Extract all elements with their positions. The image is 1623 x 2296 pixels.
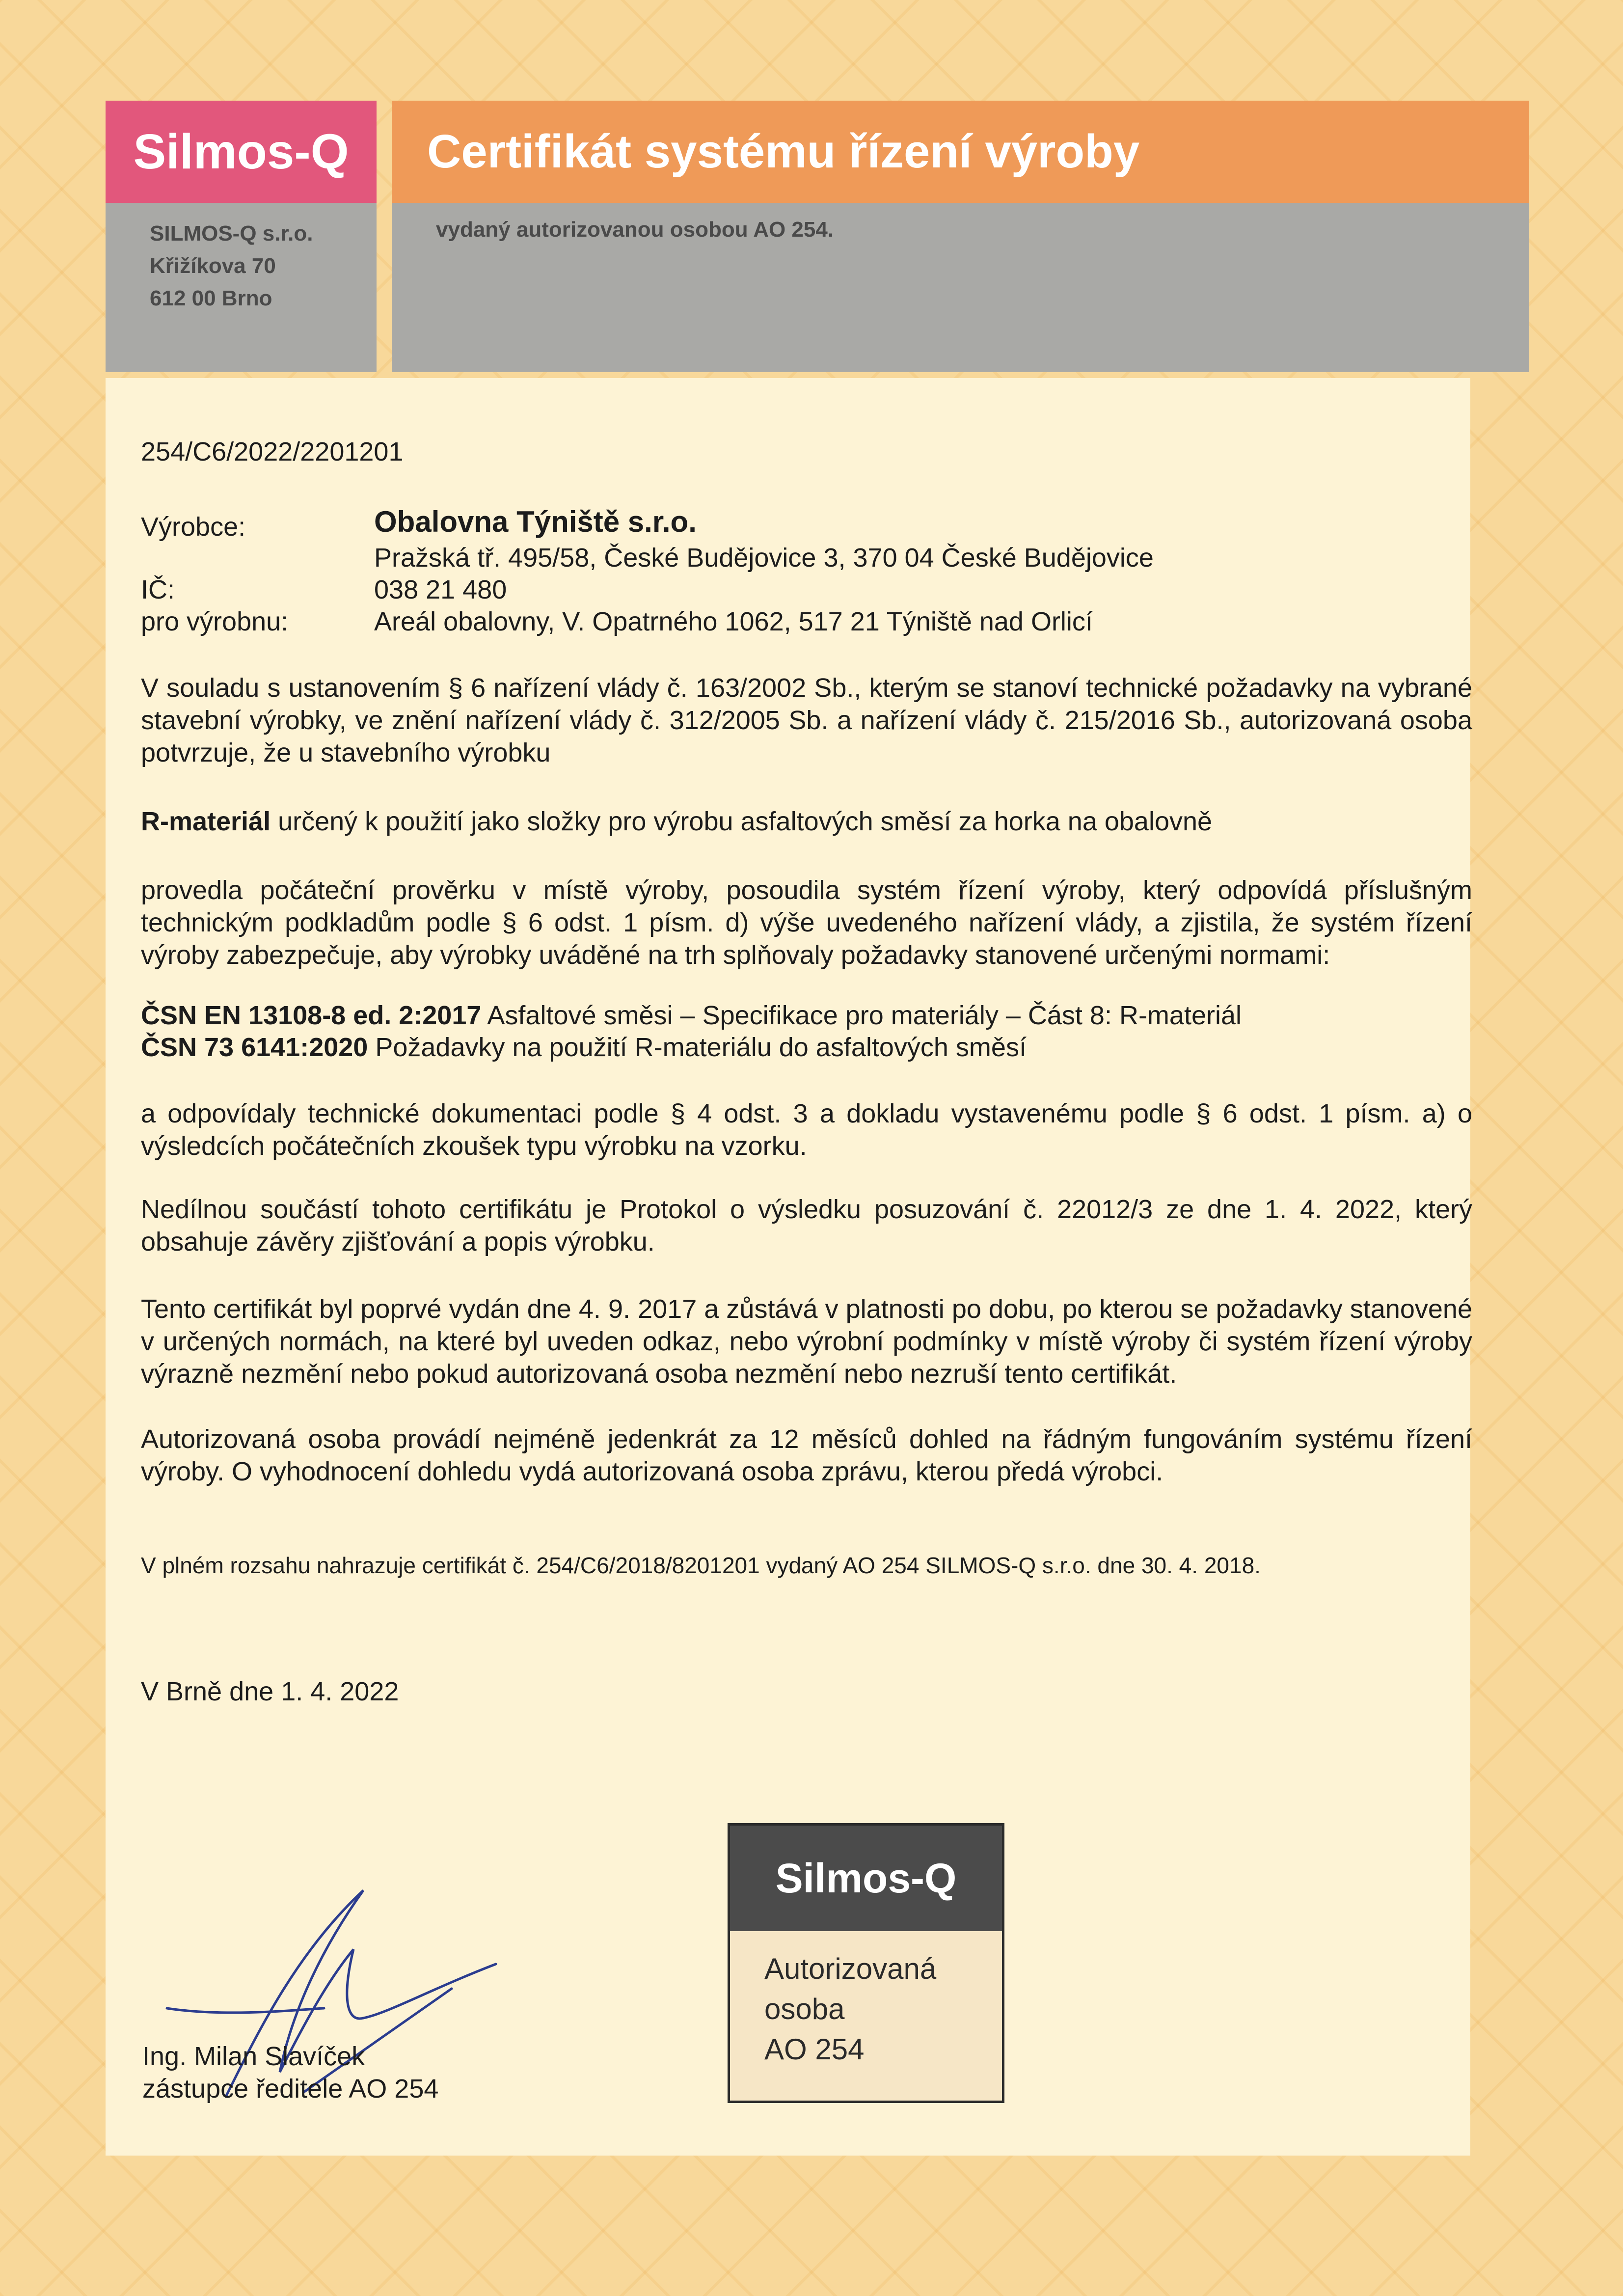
norm-1 <box>141 999 1472 1032</box>
stamp-text <box>730 1931 1002 2070</box>
manufacturer-name: Obalovna Týniště s.r.o. <box>374 505 697 538</box>
manufacturer-address: Pražská tř. 495/58, České Budějovice 3, 370 04 České Budějovice <box>374 543 1154 573</box>
ic-value: 038 21 480 <box>374 575 507 604</box>
certificate-subtitle <box>392 203 1529 372</box>
issuer-line: SILMOS-Q s.r.o. <box>150 221 313 246</box>
paragraph-validity: Tento certifikát byl poprvé vydán dne 4. 9. 2017 a zůstává v platnosti po dobu, po kterou se požadavky stanovené v určených normách, na které byl uveden odkaz, nebo výrobní podmínky v místě výroby či systém řízení výroby výrazně nezmění nebo pokud autorizovaná osoba nezmění nebo nezruší tento certifikát. <box>141 1294 1472 1389</box>
stamp-line: AO 254 <box>764 2033 865 2066</box>
norm-1-text: Asfaltové směsi – Specifikace pro materiály – Část 8: R-materiál <box>481 1001 1242 1030</box>
date-line: V Brně dne 1. 4. 2022 <box>141 1677 399 1706</box>
norm-2-code: ČSN 73 6141:2020 <box>141 1033 368 1062</box>
certificate-title <box>392 101 1529 203</box>
norm-2 <box>141 1031 1472 1064</box>
logo-text: Silmos-Q <box>133 124 349 179</box>
paragraph-documentation: a odpovídaly technické dokumentaci podle § 4 odst. 3 a dokladu vystavenému podle § 6 odst. 1 písm. a) o výsledcích počátečních zkoušek typu výrobku na vzorku. <box>141 1099 1472 1161</box>
plant-value: Areál obalovny, V. Opatrného 1062, 517 21 Týniště nad Orlicí <box>374 607 1093 636</box>
stamp-logo <box>730 1826 1002 1931</box>
signatory <box>142 2040 438 2105</box>
norm-2-text: Požadavky na použití R-materiálu do asfaltových směsí <box>368 1033 1027 1062</box>
stamp-line: osoba <box>764 1993 845 2025</box>
paragraph-inspection: provedla počáteční prověrku v místě výroby, posoudila systém řízení výroby, který odpovídá příslušným technickým podkladům podle § 6 odst. 1 písm. d) výše uvedeného nařízení vlády, a zjistila, že systém řízení výroby zabezpečuje, aby výrobky uváděné na trh splňovaly požadavky stanovené určenými normami: <box>141 875 1472 970</box>
stamp-logo-text: Silmos-Q <box>775 1855 957 1901</box>
issuer-line: Křižíkova 70 <box>150 254 276 278</box>
paragraph-protocol: Nedílnou součástí tohoto certifikátu je Protokol o výsledku posuzování č. 22012/3 ze dne 1. 4. 2022, který obsahuje závěry zjišťování a popis výrobku. <box>141 1195 1472 1257</box>
authorized-person-stamp <box>728 1823 1004 2103</box>
norm-1-code: ČSN EN 13108-8 ed. 2:2017 <box>141 1001 482 1030</box>
product-name: R-materiál <box>141 807 271 836</box>
issuer-address <box>106 203 377 372</box>
subtitle-text: vydaný autorizovanou osobou AO 254. <box>436 218 834 242</box>
signatory-name: Ing. Milan Slavíček <box>142 2042 365 2071</box>
silmos-logo <box>106 101 377 203</box>
manufacturer-label: Výrobce: <box>141 512 246 542</box>
paragraph-legal-basis: V souladu s ustanovením § 6 nařízení vlády č. 163/2002 Sb., kterým se stanoví technické požadavky na vybrané stavební výrobky, ve znění nařízení vlády č. 312/2005 Sb. a nařízení vlády č. 215/2016 Sb., autorizovaná osoba potvrzuje, že u stavebního výrobku <box>141 673 1472 767</box>
paragraph-surveillance: Autorizovaná osoba provádí nejméně jedenkrát za 12 měsíců dohled na řádným fungováním systému řízení výroby. O vyhodnocení dohledu vydá autorizovaná osoba zprávu, kterou předá výrobci. <box>141 1424 1472 1486</box>
plant-label: pro výrobnu: <box>141 607 289 636</box>
issuer-line: 612 00 Brno <box>150 286 272 310</box>
ic-label: IČ: <box>141 575 175 604</box>
title-text: Certifikát systému řízení výroby <box>427 125 1140 178</box>
replaces-note: V plném rozsahu nahrazuje certifikát č. 254/C6/2018/8201201 vydaný AO 254 SILMOS-Q s.r.o. dne 30. 4. 2018. <box>141 1553 1261 1578</box>
certificate-number: 254/C6/2022/2201201 <box>141 437 404 466</box>
signatory-role: zástupce ředitele AO 254 <box>142 2074 439 2104</box>
product-description: určený k použití jako složky pro výrobu asfaltových směsí za horka na obalovně <box>270 807 1213 836</box>
product-statement <box>141 805 1472 838</box>
stamp-line: Autorizovaná <box>764 1952 937 1985</box>
